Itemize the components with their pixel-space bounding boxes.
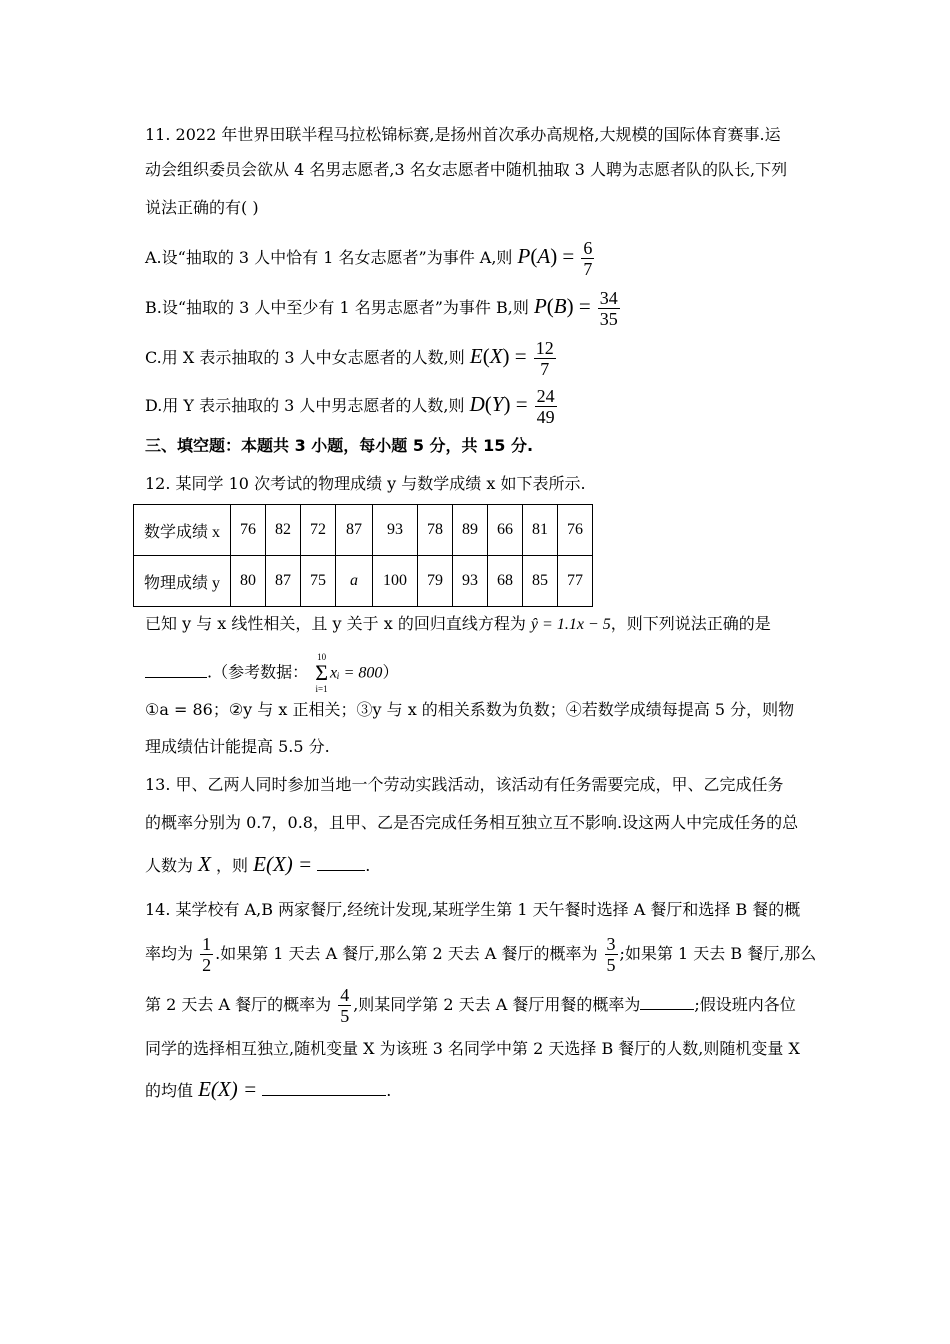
table-cell: 89 [453,505,488,556]
q12-line-3-b: ） [382,662,399,682]
q14-line-2-c: ;如果第 1 天去 B 餐厅,那么 [619,944,817,963]
table-cell: 80 [231,556,266,607]
q11-option-b-text: B.设“抽取的 3 人中至少有 1 名男志愿者”为事件 B,则 [145,298,529,317]
table-cell: 78 [418,505,453,556]
table-cell: 76 [231,505,266,556]
q11-option-c-text: C.用 X 表示抽取的 3 人中女志愿者的人数,则 [145,348,465,367]
q11-option-b-fraction [598,288,620,329]
score-table [133,504,593,607]
q14-line-3-b: ,则某同学第 2 天去 A 餐厅用餐的概率为 [353,995,641,1014]
denominator: 5 [606,955,616,975]
q13-line-1: 13. 甲、乙两人同时参加当地一个劳动实践活动，该活动有任务需要完成，甲、乙完成任务 [145,775,784,794]
q13-expectation: E(X) = [253,852,313,876]
q11-option-a-fraction [581,238,594,279]
paren: ( [482,344,490,368]
table-cell: 100 [373,556,418,607]
numerator: 24 [536,386,555,406]
q11-option-d-var: Y [491,392,504,416]
q14-line-2 [145,934,816,975]
q11-option-a-text: A.设“抽取的 3 人中恰有 1 名女志愿者”为事件 A,则 [145,248,513,267]
q13-line-3-b: ，则 [216,856,249,875]
summation [315,652,328,694]
q11-option-c [145,338,558,379]
q11-option-a [145,238,596,279]
q11-option-b-func: P [533,294,547,318]
q13-line-3 [145,852,370,878]
q12-line-2-b: ，则下列说法正确的是 [610,614,771,633]
numerator: 1 [202,934,212,954]
q14-line-3-a: 第 2 天去 A 餐厅的概率为 [145,995,332,1014]
table-cell: 93 [453,556,488,607]
numerator: 6 [583,238,593,258]
q11-option-a-var: A [537,244,551,268]
table-cell: 79 [418,556,453,607]
denominator: 7 [583,259,593,279]
q11-option-a-func: P [517,244,531,268]
q13-line-3-a: 人数为 [145,856,194,875]
q12-line-5: 理成绩估计能提高 5.5 分. [145,737,330,756]
paren: ) = [566,294,591,318]
table-cell: 68 [488,556,523,607]
sum-upper: 10 [317,652,327,662]
numerator: 3 [606,934,616,954]
q12-line-2 [145,612,771,637]
q12-line-3 [145,652,398,694]
answer-blank [317,854,365,871]
q12-line-3-a: .（参考数据： [207,662,309,682]
q11-line-1: 11. 2022 年世界田联半程马拉松锦标赛,是扬州首次承办高规格,大规模的国际体育赛事.运 [145,125,781,144]
q11-option-b-var: B [553,294,567,318]
table-cell: 76 [558,505,593,556]
fraction-four-fifths [338,985,351,1026]
table-cell: 72 [301,505,336,556]
fraction-one-half [200,934,213,975]
denominator: 5 [340,1006,350,1026]
denominator: 35 [599,309,618,329]
paren: ( [546,294,554,318]
answer-blank [262,1079,386,1096]
q14-line-5-a: 的均值 [145,1081,194,1100]
q14-line-4: 同学的选择相互独立,随机变量 X 为该班 3 名同学中第 2 天选择 B 餐厅的人数,则随机变量 X [145,1039,800,1058]
numerator: 12 [535,338,554,358]
q11-option-c-func: E [469,344,483,368]
table-cell: 66 [488,505,523,556]
q13-var: X [198,852,211,876]
q14-end: . [386,1081,392,1100]
q11-option-c-var: X [489,344,503,368]
row-label-math: 数学成绩 x [134,505,231,556]
table-cell: 93 [373,505,418,556]
row-label-physics: 物理成绩 y [134,556,231,607]
q14-line-1: 14. 某学校有 A,B 两家餐厅,经统计发现,某班学生第 1 天午餐时选择 A 餐厅和选择 B 餐的概 [145,900,801,919]
table-row [134,556,593,607]
table-cell: a [336,556,373,607]
answer-blank [145,661,207,678]
table-cell: 87 [336,505,373,556]
table-cell: 85 [523,556,558,607]
table-cell: 77 [558,556,593,607]
sum-expression: xᵢ = 800 [330,664,383,682]
paren: ( [484,392,492,416]
table-cell: 82 [266,505,301,556]
table-cell: 87 [266,556,301,607]
q14-line-2-b: .如果第 1 天去 A 餐厅,那么第 2 天去 A 餐厅的概率为 [215,944,598,963]
q14-line-5 [145,1077,391,1103]
q14-line-3 [145,985,796,1026]
q12-line-2-a: 已知 y 与 x 线性相关，且 y 关于 x 的回归直线方程为 [145,614,526,633]
fraction-three-fifths [605,934,618,975]
q11-option-c-fraction [534,338,556,379]
q11-option-d-fraction [535,386,557,427]
q11-option-b [145,288,622,329]
paren: ) = [550,244,575,268]
q11-line-3: 说法正确的有( ) [145,198,259,217]
q14-line-2-a: 率均为 [145,944,194,963]
q14-line-3-c: ;假设班内各位 [694,995,796,1014]
sigma-icon: Σ [315,660,328,685]
q11-option-d [145,386,559,427]
q14-expectation: E(X) = [198,1077,258,1101]
q12-line-1: 12. 某同学 10 次考试的物理成绩 y 与数学成绩 x 如下表所示. [145,474,586,493]
table-row [134,505,593,556]
numerator: 4 [340,985,350,1005]
table-cell: 81 [523,505,558,556]
section-heading: 三、填空题：本题共 3 小题，每小题 5 分，共 15 分. [145,436,534,455]
regression-equation: ŷ = 1.1x − 5 [530,616,611,633]
q13-line-2: 的概率分别为 0.7，0.8，且甲、乙是否完成任务相互独立互不影响.设这两人中完成任务的总 [145,813,799,832]
paren: ) = [502,344,527,368]
q13-end: . [365,856,371,875]
paren: ( [530,244,538,268]
denominator: 49 [536,407,555,427]
q11-option-d-text: D.用 Y 表示抽取的 3 人中男志愿者的人数,则 [145,396,465,415]
q11-option-d-func: D [469,392,485,416]
answer-blank [640,993,694,1010]
denominator: 2 [202,955,212,975]
numerator: 34 [599,288,618,308]
q12-line-4: ①a = 86；②y 与 x 正相关；③y 与 x 的相关系数为负数；④若数学成绩每提高 5 分，则物 [145,700,795,719]
denominator: 7 [540,359,550,379]
sum-lower: i=1 [315,684,328,694]
paren: ) = [503,392,528,416]
table-cell: 75 [301,556,336,607]
q11-line-2: 动会组织委员会欲从 4 名男志愿者,3 名女志愿者中随机抽取 3 人聘为志愿者队的队长,下列 [145,160,788,179]
